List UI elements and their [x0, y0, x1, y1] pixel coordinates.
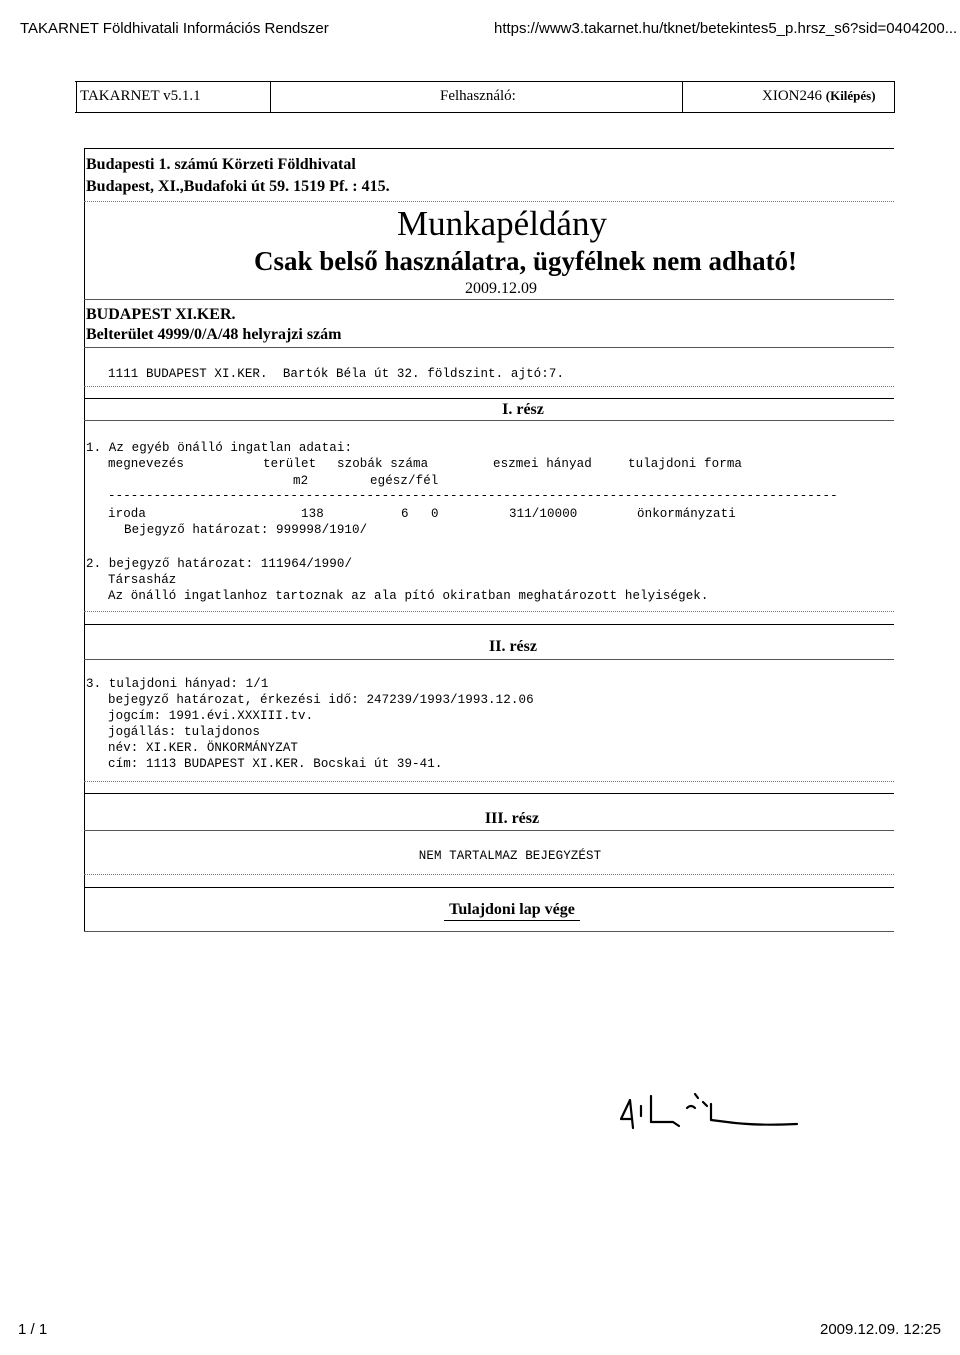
part2-heading: II. rész — [489, 638, 537, 655]
working-copy-notice: Csak belső használatra, ügyfélnek nem adható! — [254, 246, 798, 276]
col-m2: m2 — [293, 474, 309, 488]
office-name: Budapesti 1. számú Körzeti Földhivatal — [86, 156, 356, 173]
row-szobak-fel: 0 — [431, 507, 439, 521]
col-eszmei: eszmei hányad — [493, 457, 592, 471]
part2-border-top — [84, 624, 894, 625]
part1-item2-line1: 2. bejegyző határozat: 111964/1990/ — [86, 557, 353, 571]
end-text: Tulajdoni lap vége — [449, 901, 575, 918]
part2-line-1: 3. tulajdoni hányad: 1/1 — [86, 677, 269, 691]
part3-heading: III. rész — [484, 810, 540, 827]
topbar-border-right — [894, 82, 895, 112]
col-terulet: terület — [263, 457, 317, 471]
col-megnevezes: megnevezés — [108, 457, 185, 471]
col-egesz-fel: egész/fél — [370, 474, 439, 488]
print-title: TAKARNET Földhivatali Információs Rendszer — [20, 20, 329, 37]
part1-item2-line2: Társasház — [108, 573, 177, 587]
part1-item1-title: 1. Az egyéb önálló ingatlan adatai: — [86, 441, 353, 455]
part3-text: NEM TARTALMAZ BEJEGYZÉST — [418, 849, 602, 863]
footer-timestamp: 2009.12.09. 12:25 — [820, 1321, 941, 1338]
parcel-address: 1111 BUDAPEST XI.KER. Bartók Béla út 32. földszint. ajtó:7. — [108, 367, 565, 381]
row-megnevezes: iroda — [108, 507, 147, 521]
topbar-divider-2 — [682, 82, 683, 112]
end-border-top — [84, 887, 894, 888]
row-szobak-egesz: 6 — [401, 507, 409, 521]
office-border-top — [84, 148, 894, 149]
part3-heading-separator — [84, 830, 894, 831]
app-version: TAKARNET v5.1.1 — [80, 88, 201, 104]
parcel-separator — [84, 347, 894, 348]
print-url: https://www3.takarnet.hu/tknet/betekintes5_p.hrsz_s6?sid=0404200... — [494, 20, 958, 37]
parcel-border-top — [84, 299, 894, 300]
topbar-border-bottom — [75, 112, 895, 113]
part2-end-separator — [84, 781, 894, 782]
office-separator — [84, 201, 894, 202]
user-id: XION246 — [762, 88, 822, 104]
row-forma: önkormányzati — [637, 507, 736, 521]
topbar-border-left — [76, 82, 77, 112]
part1-heading-separator — [84, 420, 894, 421]
part2-line-2: bejegyző határozat, érkezési idő: 247239/1993/1993.12.06 — [108, 693, 534, 707]
part3-end-separator — [84, 874, 894, 875]
part1-border-top — [84, 398, 894, 399]
part2-line-3: jogcím: 1991.évi.XXXIII.tv. — [108, 709, 314, 723]
working-copy-date: 2009.12.09 — [465, 280, 537, 297]
part1-item2-line3: Az önálló ingatlanhoz tartoznak az ala pító okiratban meghatározott helyiségek. — [108, 589, 709, 603]
end-text-underline — [444, 920, 580, 921]
table-separator: ------------------------------------------------------------------------------------------------ — [108, 489, 838, 503]
part2-line-4: jogállás: tulajdonos — [108, 725, 261, 739]
logout-link[interactable]: (Kilépés) — [825, 88, 876, 103]
part2-line-5: név: XI.KER. ÖNKORMÁNYZAT — [108, 741, 299, 755]
topbar-border-top — [75, 81, 895, 82]
parcel-hrsz: Belterület 4999/0/A/48 helyrajzi szám — [86, 326, 342, 343]
col-szobak: szobák száma — [337, 457, 429, 471]
part3-border-top — [84, 793, 894, 794]
part2-line-6: cím: 1113 BUDAPEST XI.KER. Bocskai út 39-41. — [108, 757, 443, 771]
row-terulet: 138 — [301, 507, 324, 521]
parcel-district: BUDAPEST XI.KER. — [86, 306, 236, 323]
end-border-bottom — [84, 931, 894, 932]
footer-page: 1 / 1 — [18, 1321, 48, 1338]
col-forma: tulajdoni forma — [628, 457, 743, 471]
working-copy-title: Munkapéldány — [397, 204, 607, 243]
topbar-divider-1 — [270, 82, 271, 112]
handwritten-signature — [615, 1086, 840, 1136]
user-label: Felhasználó: — [440, 88, 516, 104]
office-address: Budapest, XI.,Budafoki út 59. 1519 Pf. : 415. — [86, 178, 390, 195]
row-eszmei: 311/10000 — [509, 507, 578, 521]
part2-heading-separator — [84, 659, 894, 660]
part1-heading: I. rész — [502, 401, 544, 418]
part1-end-separator — [84, 611, 894, 612]
parcel-address-separator — [84, 386, 894, 387]
row-note: Bejegyző határozat: 999998/1910/ — [124, 523, 368, 537]
